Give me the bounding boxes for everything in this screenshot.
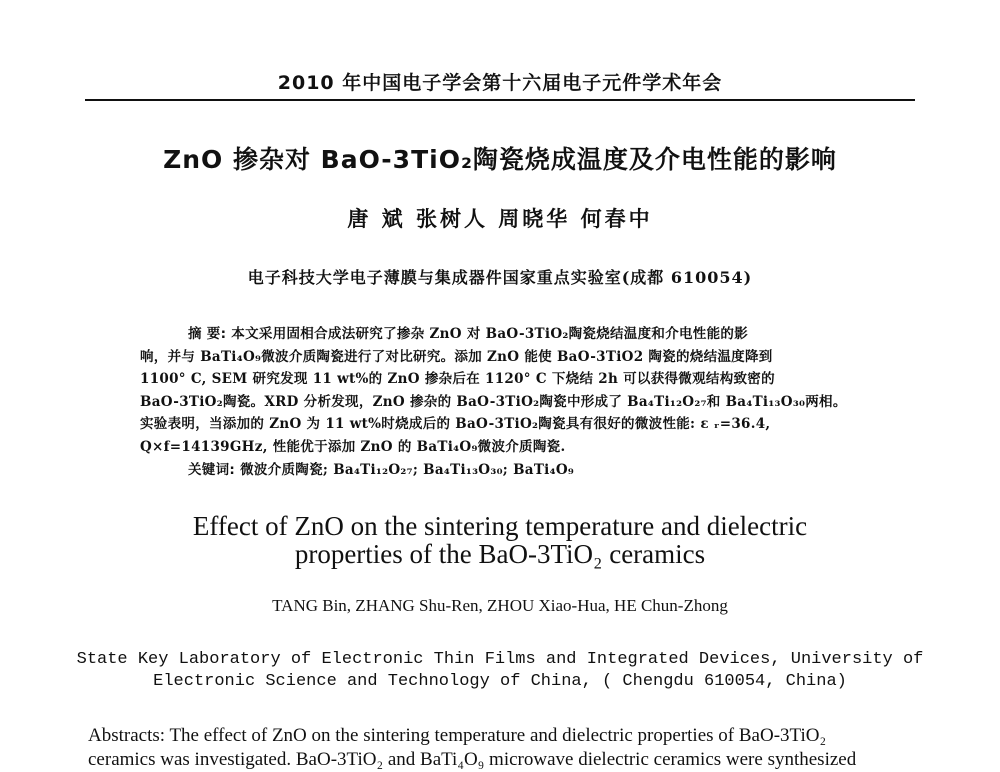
chinese-abstract — [140, 323, 862, 481]
chinese-abstract-line: 实验表明，当添加的 ZnO 为 11 wt%时烧成后的 BaO-3TiO₂陶瓷具有很好的微波性能: ε ᵣ=36.4, — [140, 416, 771, 433]
english-title — [0, 512, 1000, 568]
english-affiliation — [0, 649, 1000, 693]
chinese-title: ZnO 掺杂对 BaO-3TiO₂陶瓷烧成温度及介电性能的影响 — [163, 145, 837, 174]
chinese-abstract-line: 响，并与 BaTi₄O₉微波介质陶瓷进行了对比研究。添加 ZnO 能使 BaO-3TiO2 陶瓷的烧结温度降到 — [140, 348, 773, 365]
english-affiliation-line-2: Electronic Science and Technology of China, ( Chengdu 610054, China) — [153, 672, 847, 691]
chinese-abstract-line: BaO-3TiO₂陶瓷。XRD 分析发现，ZnO 掺杂的 BaO-3TiO₂陶瓷中形成了 Ba₄Ti₁₂O₂₇和 Ba₄Ti₁₃O₃₀两相。 — [140, 393, 847, 410]
chinese-keywords: 关键词: 微波介质陶瓷; Ba₄Ti₁₂O₂₇; Ba₄Ti₁₃O₃₀; BaTi₄O₉ — [188, 461, 575, 478]
english-abstract — [88, 724, 918, 772]
chinese-abstract-line: 摘 要: 本文采用固相合成法研究了掺杂 ZnO 对 BaO-3TiO₂陶瓷烧结温度和介电性能的影 — [188, 326, 748, 342]
keywords-label: 关键词: — [188, 461, 236, 478]
chinese-affiliation: 电子科技大学电子薄膜与集成器件国家重点实验室(成都 610054) — [247, 268, 753, 287]
english-abstract-line: ceramics was investigated. BaO-3TiO₂ and BaTi₄O₉ microwave dielectric ceramics were synthesized — [88, 749, 857, 770]
chinese-abstract-line: Q×f=14139GHz, 性能优于添加 ZnO 的 BaTi₄O₉微波介质陶瓷. — [140, 438, 566, 455]
chinese-abstract-line: 1100° C, SEM 研究发现 11 wt%的 ZnO 掺杂后在 1120° C 下烧结 2h 可以获得微观结构致密的 — [140, 371, 775, 388]
english-authors: TANG Bin, ZHANG Shu-Ren, ZHOU Xiao-Hua, HE Chun-Zhong — [272, 596, 728, 615]
conference-header: 2010 年中国电子学会第十六届电子元件学术年会 — [277, 72, 723, 94]
english-title-line-2: properties of the BaO-3TiO₂ ceramics — [294, 539, 706, 569]
header-rule — [85, 99, 915, 101]
english-affiliation-line-1: State Key Laboratory of Electronic Thin Films and Integrated Devices, University of — [76, 650, 924, 669]
abstract-label: 摘 要: — [188, 326, 227, 342]
english-abstract-line: Abstracts: The effect of ZnO on the sintering temperature and dielectric properties of BaO-3TiO₂ — [88, 725, 827, 746]
chinese-authors: 唐 斌 张树人 周晓华 何春中 — [347, 206, 653, 231]
english-title-line-1: Effect of ZnO on the sintering temperature and dielectric — [192, 511, 808, 541]
